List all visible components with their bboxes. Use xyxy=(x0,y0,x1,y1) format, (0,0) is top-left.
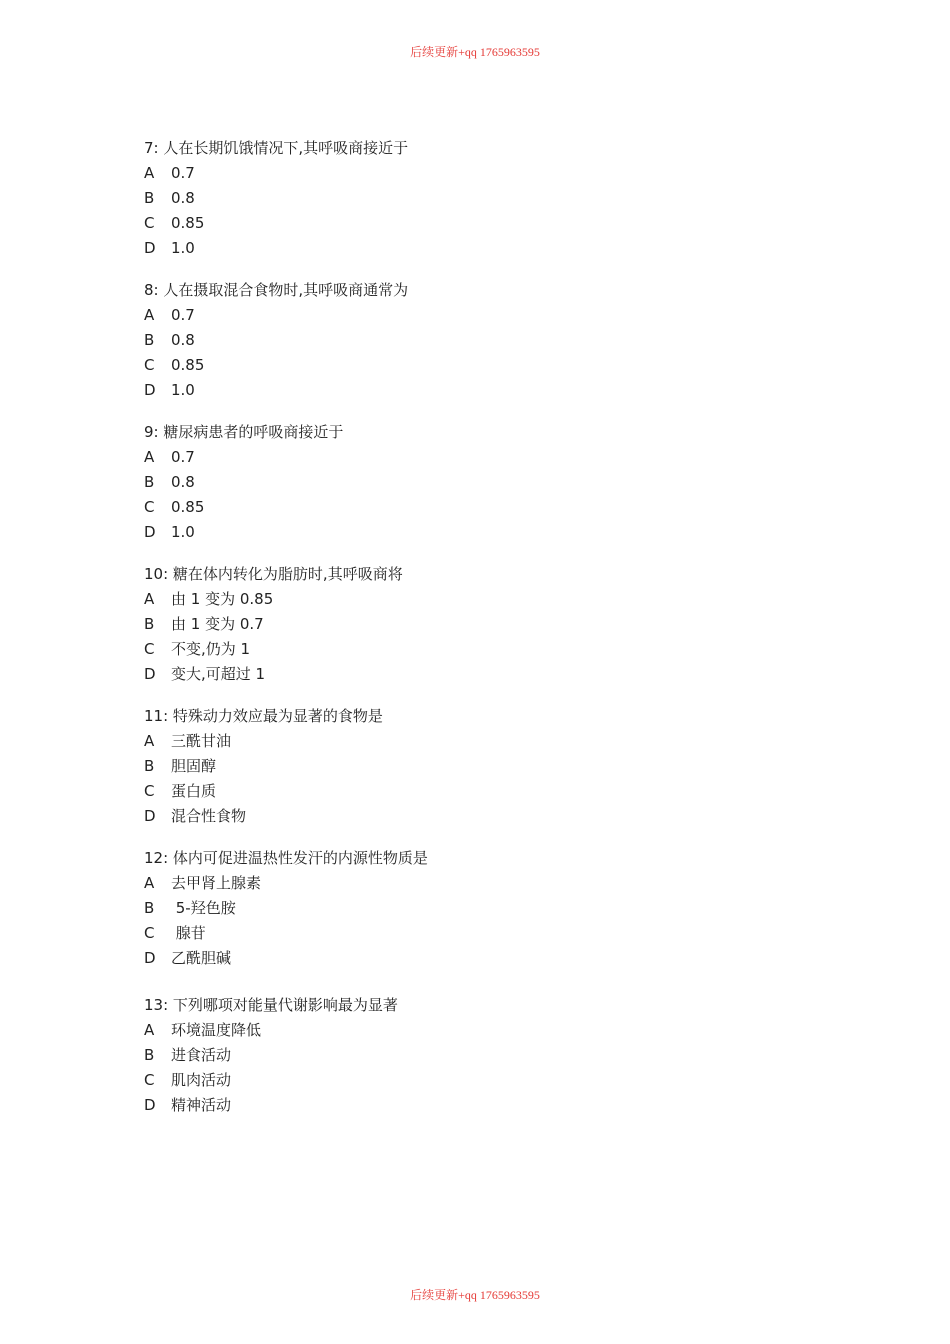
option-letter: D xyxy=(144,523,156,541)
option-text: 1.0 xyxy=(171,381,195,399)
option-c xyxy=(144,921,428,946)
question-text xyxy=(144,993,398,1018)
option-letter: C xyxy=(144,782,155,800)
option-text: 0.8 xyxy=(171,331,195,349)
question-number: 12: xyxy=(144,849,169,867)
option-text: 由 1 变为 0.7 xyxy=(171,615,264,633)
question-stem: 特殊动力效应最为显著的食物是 xyxy=(172,707,383,725)
option-a xyxy=(144,303,408,328)
question-number: 8: xyxy=(144,281,159,299)
option-letter: C xyxy=(144,356,155,374)
option-a xyxy=(144,587,403,612)
option-text: 5-羟色胺 xyxy=(171,899,236,917)
option-text: 肌肉活动 xyxy=(171,1071,232,1089)
question-12 xyxy=(144,846,428,971)
question-stem: 糖在体内转化为脂肪时,其呼吸商将 xyxy=(172,565,403,583)
option-letter: B xyxy=(144,899,155,917)
page-header: 后续更新+qq 1765963595 xyxy=(410,45,540,59)
question-stem: 人在长期饥饿情况下,其呼吸商接近于 xyxy=(163,139,409,157)
question-text xyxy=(144,704,383,729)
option-letter: B xyxy=(144,615,155,633)
option-b xyxy=(144,612,403,637)
page-footer: 后续更新+qq 1765963595 xyxy=(410,1288,540,1302)
option-text: 三酰甘油 xyxy=(171,732,232,750)
option-letter: C xyxy=(144,924,155,942)
option-text: 0.85 xyxy=(171,356,205,374)
option-letter: A xyxy=(144,732,155,750)
question-11 xyxy=(144,704,383,829)
question-8 xyxy=(144,278,408,403)
option-text: 不变,仍为 1 xyxy=(171,640,251,658)
option-text: 进食活动 xyxy=(171,1046,232,1064)
option-text: 0.85 xyxy=(171,214,205,232)
option-d xyxy=(144,804,383,829)
option-b xyxy=(144,470,343,495)
option-letter: C xyxy=(144,1071,155,1089)
question-text xyxy=(144,846,428,871)
option-letter: B xyxy=(144,331,155,349)
option-text: 0.8 xyxy=(171,189,195,207)
question-number: 9: xyxy=(144,423,159,441)
option-text: 乙酰胆碱 xyxy=(171,949,232,967)
option-letter: B xyxy=(144,757,155,775)
option-text: 环境温度降低 xyxy=(171,1021,262,1039)
question-stem: 下列哪项对能量代谢影响最为显著 xyxy=(172,996,398,1014)
question-9 xyxy=(144,420,343,545)
option-text: 变大,可超过 1 xyxy=(171,665,266,683)
option-c xyxy=(144,1068,398,1093)
option-a xyxy=(144,729,383,754)
option-letter: C xyxy=(144,214,155,232)
option-text: 1.0 xyxy=(171,523,195,541)
option-text: 蛋白质 xyxy=(171,782,217,800)
option-b xyxy=(144,754,383,779)
option-letter: A xyxy=(144,448,155,466)
question-text xyxy=(144,420,343,445)
option-letter: A xyxy=(144,590,155,608)
option-letter: C xyxy=(144,640,155,658)
question-7 xyxy=(144,136,408,261)
option-letter: A xyxy=(144,306,155,324)
option-letter: D xyxy=(144,949,156,967)
question-stem: 体内可促进温热性发汗的内源性物质是 xyxy=(172,849,428,867)
option-d xyxy=(144,946,428,971)
option-b xyxy=(144,1043,398,1068)
option-a xyxy=(144,1018,398,1043)
option-text: 由 1 变为 0.85 xyxy=(171,590,274,608)
question-number: 13: xyxy=(144,996,169,1014)
question-text xyxy=(144,278,408,303)
option-letter: B xyxy=(144,1046,155,1064)
option-c xyxy=(144,495,343,520)
option-text: 0.7 xyxy=(171,448,195,466)
option-d xyxy=(144,378,408,403)
question-number: 7: xyxy=(144,139,159,157)
question-10 xyxy=(144,562,403,687)
option-c xyxy=(144,211,408,236)
option-letter: C xyxy=(144,498,155,516)
option-b xyxy=(144,328,408,353)
option-letter: D xyxy=(144,807,156,825)
question-13 xyxy=(144,993,398,1118)
option-letter: B xyxy=(144,189,155,207)
question-text xyxy=(144,136,408,161)
question-stem: 人在摄取混合食物时,其呼吸商通常为 xyxy=(163,281,409,299)
option-text: 0.7 xyxy=(171,306,195,324)
option-letter: D xyxy=(144,239,156,257)
option-text: 胆固醇 xyxy=(171,757,217,775)
question-number: 11: xyxy=(144,707,169,725)
option-letter: B xyxy=(144,473,155,491)
option-letter: A xyxy=(144,164,155,182)
question-stem: 糖尿病患者的呼吸商接近于 xyxy=(163,423,344,441)
option-a xyxy=(144,161,408,186)
question-text xyxy=(144,562,403,587)
option-letter: A xyxy=(144,874,155,892)
option-text: 腺苷 xyxy=(171,924,206,942)
option-text: 1.0 xyxy=(171,239,195,257)
option-c xyxy=(144,353,408,378)
option-d xyxy=(144,520,343,545)
option-text: 0.85 xyxy=(171,498,205,516)
option-letter: D xyxy=(144,1096,156,1114)
option-b xyxy=(144,186,408,211)
option-letter: A xyxy=(144,1021,155,1039)
option-text: 精神活动 xyxy=(171,1096,232,1114)
option-letter: D xyxy=(144,381,156,399)
option-a xyxy=(144,871,428,896)
option-text: 0.8 xyxy=(171,473,195,491)
option-text: 去甲肾上腺素 xyxy=(171,874,262,892)
option-d xyxy=(144,662,403,687)
option-d xyxy=(144,1093,398,1118)
option-d xyxy=(144,236,408,261)
question-number: 10: xyxy=(144,565,169,583)
option-a xyxy=(144,445,343,470)
option-letter: D xyxy=(144,665,156,683)
option-text: 0.7 xyxy=(171,164,195,182)
option-text: 混合性食物 xyxy=(171,807,247,825)
option-b xyxy=(144,896,428,921)
option-c xyxy=(144,779,383,804)
option-c xyxy=(144,637,403,662)
